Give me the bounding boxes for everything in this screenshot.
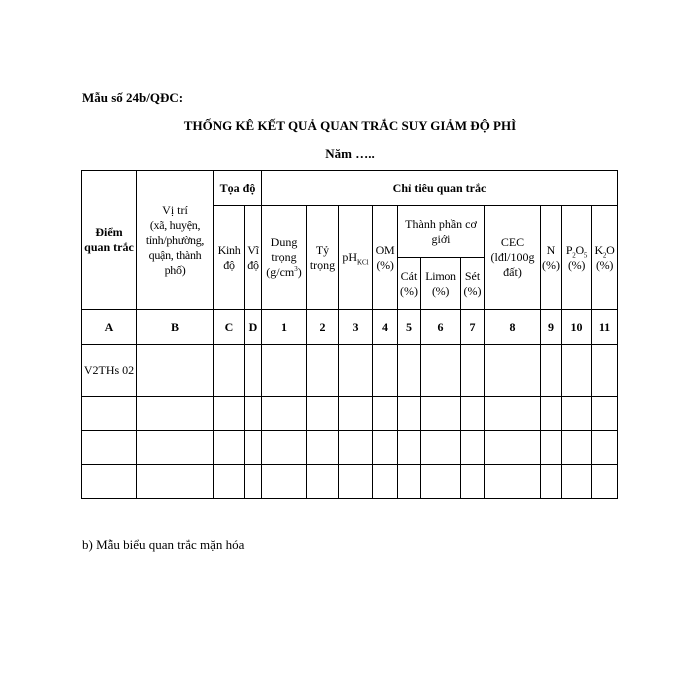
header-latitude: Vĩ độ <box>245 206 262 310</box>
p2o5-o: O <box>575 242 584 257</box>
index-cell: 10 <box>562 310 592 345</box>
k2o-o: O <box>606 242 615 257</box>
header-location-detail: (xã, huyện, tỉnh/phường, quận, thành phố) <box>145 217 205 277</box>
index-cell: 11 <box>592 310 618 345</box>
data-cell <box>214 431 245 465</box>
header-organic-matter: OM (%) <box>373 206 398 310</box>
data-cell <box>592 465 618 499</box>
data-cell <box>137 431 214 465</box>
data-cell <box>562 465 592 499</box>
k2o-sub: 2 <box>602 250 607 259</box>
index-cell: 7 <box>461 310 485 345</box>
data-cell <box>137 397 214 431</box>
data-cell <box>245 431 262 465</box>
data-cell <box>137 465 214 499</box>
data-cell <box>398 397 421 431</box>
data-cell <box>245 345 262 397</box>
data-cell <box>541 465 562 499</box>
data-cell <box>562 431 592 465</box>
index-cell: 8 <box>485 310 541 345</box>
data-cell <box>82 465 137 499</box>
data-cell <box>398 465 421 499</box>
table-row <box>82 397 618 431</box>
data-cell <box>137 345 214 397</box>
data-cell <box>307 431 339 465</box>
data-cell <box>262 431 307 465</box>
data-cell <box>541 397 562 431</box>
header-clay: Sét (%) <box>461 258 485 310</box>
index-cell: 4 <box>373 310 398 345</box>
data-cell <box>421 431 461 465</box>
table-row <box>82 431 618 465</box>
header-mechanical-composition: Thành phần cơ giới <box>398 206 485 258</box>
p2o5-sub-1: 2 <box>572 250 576 259</box>
monitoring-results-table <box>81 170 618 499</box>
k2o-unit: (%) <box>595 257 614 272</box>
data-cell <box>541 345 562 397</box>
data-cell <box>245 397 262 431</box>
index-cell: A <box>82 310 137 345</box>
table-row <box>82 465 618 499</box>
data-cell <box>82 431 137 465</box>
data-cell <box>461 397 485 431</box>
monitoring-point-cell: V2THs 02 <box>82 345 137 397</box>
data-cell <box>307 397 339 431</box>
data-cell <box>262 345 307 397</box>
data-cell <box>592 345 618 397</box>
index-cell: 3 <box>339 310 373 345</box>
data-cell <box>485 431 541 465</box>
index-row <box>82 310 618 345</box>
index-cell: 2 <box>307 310 339 345</box>
data-cell <box>461 345 485 397</box>
section-b-heading: b) Mẫu biểu quan trắc mặn hóa <box>82 537 245 552</box>
data-cell <box>421 465 461 499</box>
table-row <box>82 345 618 397</box>
data-cell <box>373 397 398 431</box>
header-ph <box>339 206 373 310</box>
index-cell: 6 <box>421 310 461 345</box>
header-longitude: Kinh độ <box>214 206 245 310</box>
header-monitoring-point: Điểm quan trắc <box>82 171 137 310</box>
data-cell <box>82 397 137 431</box>
data-cell <box>421 397 461 431</box>
data-cell <box>421 345 461 397</box>
document-title: THỐNG KÊ KẾT QUẢ QUAN TRẮC SUY GIẢM ĐỘ PHÌ <box>183 118 517 133</box>
data-cell <box>592 397 618 431</box>
bulk-density-text: Dung trọng (g/cm <box>266 235 298 279</box>
data-cell <box>214 345 245 397</box>
p2o5-sub-2: 5 <box>583 250 588 259</box>
data-cell <box>339 465 373 499</box>
ph-subscript: KCl <box>357 258 369 267</box>
data-cell <box>541 431 562 465</box>
document-year: Năm ….. <box>325 146 375 161</box>
header-coordinates: Tọa độ <box>214 171 262 206</box>
data-cell <box>373 431 398 465</box>
header-location-title: Vị trí <box>162 202 188 217</box>
header-bulk-density: Dung trọng $(g/cm^3)$ <box>262 206 307 310</box>
ph-main: pH <box>342 250 357 264</box>
data-cell <box>398 345 421 397</box>
data-cell <box>214 465 245 499</box>
index-cell: D <box>245 310 262 345</box>
index-cell: 9 <box>541 310 562 345</box>
header-cec: CEC (lđl/100g đất) <box>485 206 541 310</box>
header-phosphorus <box>562 206 592 310</box>
form-code: Mẫu số 24b/QĐC: <box>82 90 184 105</box>
p2o5-unit: (%) <box>567 257 586 272</box>
header-potassium <box>592 206 618 310</box>
index-cell: 5 <box>398 310 421 345</box>
header-monitoring-indicators: Chỉ tiêu quan trắc <box>262 171 618 206</box>
index-cell: B <box>137 310 214 345</box>
index-cell: 1 <box>262 310 307 345</box>
data-cell <box>262 397 307 431</box>
data-cell <box>485 397 541 431</box>
header-nitrogen: N (%) <box>541 206 562 310</box>
header-silt: Limon (%) <box>421 258 461 310</box>
data-cell <box>461 431 485 465</box>
data-cell <box>307 465 339 499</box>
header-location <box>137 171 214 310</box>
header-specific-gravity: Tỷ trọng <box>307 206 339 310</box>
data-cell <box>214 397 245 431</box>
data-cell <box>373 465 398 499</box>
data-cell <box>339 397 373 431</box>
data-cell <box>245 465 262 499</box>
bulk-density-exponent: 3 <box>294 265 298 273</box>
data-cell <box>485 345 541 397</box>
p2o5-p: P <box>565 242 573 257</box>
data-cell <box>592 431 618 465</box>
data-cell <box>262 465 307 499</box>
data-cell <box>307 345 339 397</box>
data-cell <box>562 345 592 397</box>
k2o-k: K <box>594 242 603 257</box>
data-cell <box>398 431 421 465</box>
data-cell <box>373 345 398 397</box>
data-cell <box>562 397 592 431</box>
data-cell <box>485 465 541 499</box>
data-cell <box>339 431 373 465</box>
data-cell <box>461 465 485 499</box>
data-cell <box>339 345 373 397</box>
header-sand: Cát (%) <box>398 258 421 310</box>
index-cell: C <box>214 310 245 345</box>
